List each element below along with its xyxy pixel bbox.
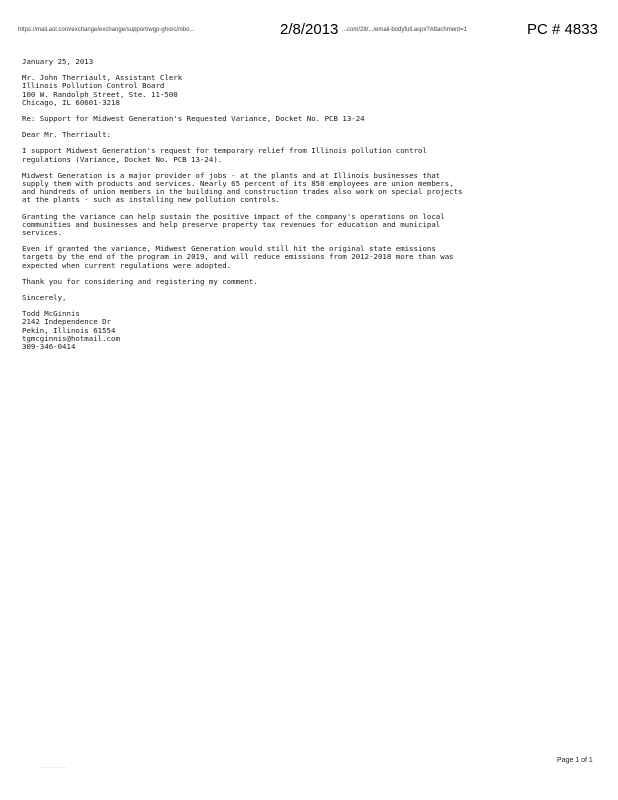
signature-phone: 309-346-0414 <box>22 343 76 352</box>
paragraph-line: Midwest Generation is a major provider of jobs - at the plants and at Illinois businesses that <box>22 171 441 180</box>
recipient-line: 100 W. Randolph Street, Ste. 11-500 <box>22 90 178 99</box>
paragraph-line: services. <box>22 229 63 238</box>
subject-line: Re: Support for Midwest Generation's Requested Variance, Docket No. PCB 13-24 <box>22 115 365 124</box>
footer-scan-marks: · · · · · · · · · <box>40 765 67 771</box>
received-date-stamp: 2/8/2013 <box>280 21 339 38</box>
paragraph-line: Even if granted the variance, Midwest Generation would still hit the original state emissions <box>22 245 436 254</box>
paragraph-line: supply them with products and services. Nearly 65 percent of its 850 employees are union members, <box>22 180 454 189</box>
source-url: https://mail.aol.com/exchange/exchange/support/wgp-ghorc/nibo... <box>18 27 195 33</box>
paragraph <box>22 245 602 270</box>
paragraph-line: and hundreds of union members in the building and construction trades also work on special projects <box>22 188 463 197</box>
paragraph <box>22 172 602 205</box>
paragraph-line: regulations (Variance, Docket No. PCB 13-24). <box>22 155 223 164</box>
paragraph <box>22 147 602 163</box>
paragraph-line: Thank you for considering and registering my comment. <box>22 277 258 286</box>
signature-line: Pekin, Illinois 61554 <box>22 326 116 335</box>
closing: Sincerely, <box>22 294 67 303</box>
signature-line: 2142 Independence Dr <box>22 318 111 327</box>
letter-date: January 25, 2013 <box>22 58 94 66</box>
signature-block <box>22 310 602 351</box>
paragraph-line: communities and businesses and help preserve property tax revenues for education and municipal <box>22 220 441 229</box>
recipient-line: Illinois Pollution Control Board <box>22 82 165 91</box>
paragraph-line: expected when current regulations were adopted. <box>22 261 232 270</box>
page-indicator: Page 1 of 1 <box>557 757 593 764</box>
signature-line: Todd McGinnis <box>22 310 80 319</box>
paragraph-line: Granting the variance can help sustain the positive impact of the company's operations on local <box>22 212 445 221</box>
paragraph <box>22 278 602 286</box>
page-header <box>18 20 608 42</box>
recipient-address <box>22 74 602 107</box>
paragraph-line: at the plants - such as installing new pollution controls. <box>22 196 281 205</box>
paragraph-line: targets by the end of the program in 2019, and will reduce emissions from 2012-2018 more than was <box>22 253 454 262</box>
salutation: Dear Mr. Therriault: <box>22 131 111 140</box>
recipient-line: Mr. John Therriault, Assistant Clerk <box>22 74 183 83</box>
letter-body <box>22 58 602 351</box>
recipient-line: Chicago, IL 60601-3218 <box>22 98 120 107</box>
paragraph <box>22 213 602 238</box>
paragraph-line: I support Midwest Generation's request for temporary relief from Illinois pollution control <box>22 147 427 156</box>
pc-number-stamp: PC # 4833 <box>527 21 598 38</box>
signature-email: tgmcginnis@hotmail.com <box>22 334 120 343</box>
source-url-tail: ...com/28/.../email-bodyfull.aspx?Attachment=1 <box>342 27 467 33</box>
